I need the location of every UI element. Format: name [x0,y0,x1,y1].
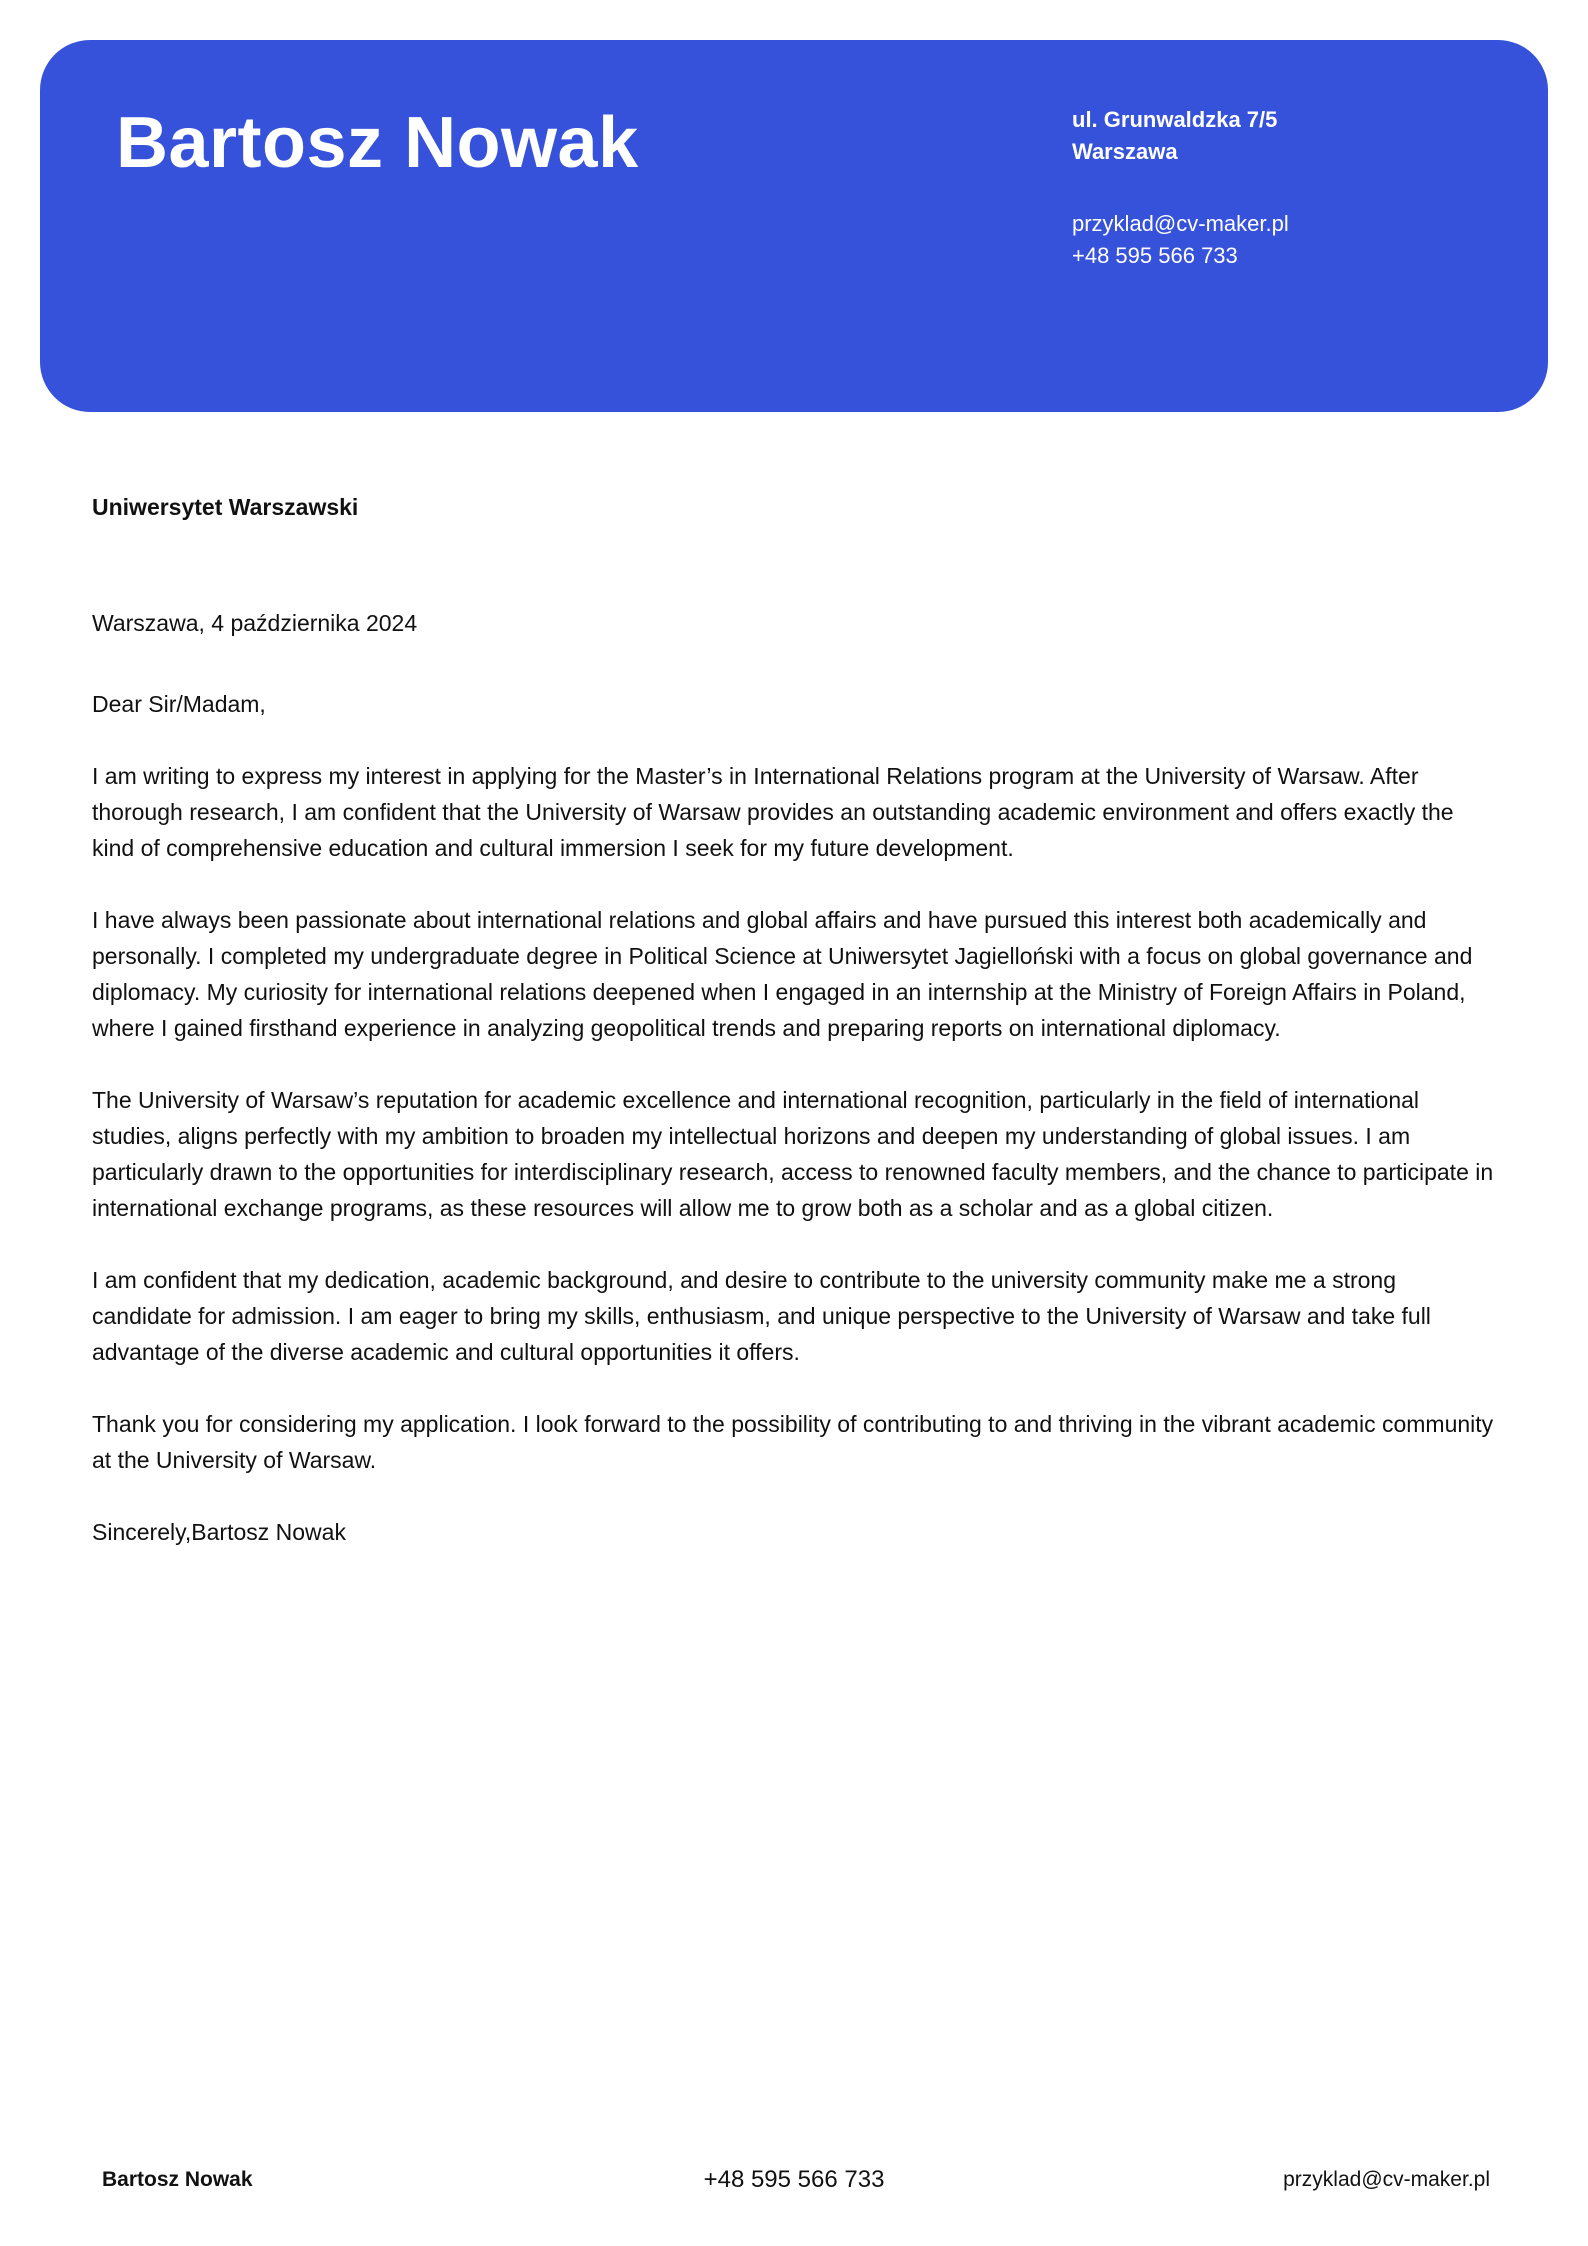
recipient: Uniwersytet Warszawski [92,494,359,520]
contact-email: przyklad@cv-maker.pl [1072,211,1289,236]
footer-phone: +48 595 566 733 [703,2166,885,2193]
contact-block [1072,104,1492,272]
applicant-name: Bartosz Nowak [116,103,639,183]
contact-phone: +48 595 566 733 [1072,243,1238,268]
letter-date: Warszawa, 4 października 2024 [92,610,418,636]
contact-spacer [1072,168,1492,208]
paragraph: I am confident that my dedication, academic background, and desire to contribute to the university community make me a strong candidate for admission. I am eager to bring my skills, enthusiasm, and unique perspective to the University of Warsaw and take full advantage of the diverse academic and cultural opportunities it offers. [92,1267,1431,1365]
footer-name: Bartosz Nowak [102,2168,253,2191]
paragraph: Thank you for considering my application. I look forward to the possibility of contributing to and thriving in the vibrant academic community at the University of Warsaw. [92,1411,1494,1473]
header-banner [40,40,1548,412]
paragraph: The University of Warsaw’s reputation for academic excellence and international recognition, particularly in the field of international studies, aligns perfectly with my ambition to broaden my intellectual horizons and deepen my understanding of global issues. I am particularly drawn to the opportunities for interdisciplinary research, access to renowned faculty members, and the chance to participate in international exchange programs, as these resources will allow me to grow both as a scholar and as a global citizen. [92,1087,1494,1221]
address-line-2: Warszawa [1072,139,1178,164]
greeting: Dear Sir/Madam, [92,691,266,717]
paragraph: I have always been passionate about international relations and global affairs and have pursued this interest both academically and personally. I completed my undergraduate degree in Political Science at Uniwersytet Jagielloński with a focus on global governance and diplomacy. My curiosity for international relations deepened when I engaged in an internship at the Ministry of Foreign Affairs in Poland, where I gained firsthand experience in analyzing geopolitical trends and preparing reports on international diplomacy. [92,907,1473,1041]
address-line-1: ul. Grunwaldzka 7/5 [1072,107,1278,132]
paragraph: I am writing to express my interest in applying for the Master’s in International Relations program at the University of Warsaw. After thorough research, I am confident that the University of Warsaw provides an outstanding academic environment and offers exactly the kind of comprehensive education and cultural immersion I seek for my future development. [92,763,1454,861]
footer-email: przyklad@cv-maker.pl [1283,2168,1490,2191]
footer [0,2158,1588,2208]
letter-body [92,686,1496,1586]
closing: Sincerely,Bartosz Nowak [92,1519,346,1545]
